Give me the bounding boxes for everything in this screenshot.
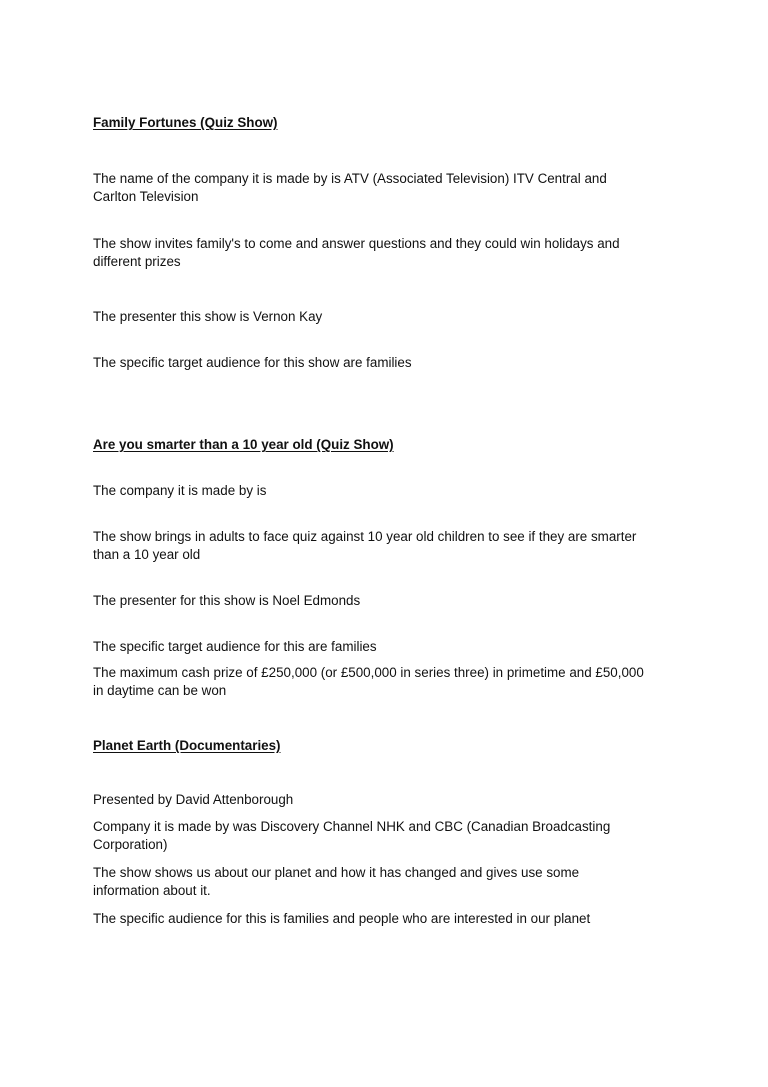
paragraph-line: The show invites family's to come and answer questions and they could win holidays and xyxy=(93,236,620,251)
paragraph-line: The presenter this show is Vernon Kay xyxy=(93,309,323,324)
paragraph-line: Company it is made by was Discovery Channel NHK and CBC (Canadian Broadcasting xyxy=(93,819,611,834)
paragraph-line: in daytime can be won xyxy=(93,683,227,698)
paragraph-line: The presenter for this show is Noel Edmonds xyxy=(93,593,361,608)
paragraph-line: The specific audience for this is families and people who are interested in our planet xyxy=(93,911,591,926)
paragraph-line: Carlton Television xyxy=(93,189,199,204)
paragraph-line: different prizes xyxy=(93,254,181,269)
paragraph-line: information about it. xyxy=(93,883,211,898)
paragraph-line: The show brings in adults to face quiz against 10 year old children to see if they are smarter xyxy=(93,529,637,544)
paragraph-line: Presented by David Attenborough xyxy=(93,792,294,807)
paragraph-line: The specific target audience for this are families xyxy=(93,639,377,654)
paragraph-line: The show shows us about our planet and how it has changed and gives use some xyxy=(93,865,580,880)
paragraph-line: Corporation) xyxy=(93,837,168,852)
section-heading: Are you smarter than a 10 year old (Quiz Show) xyxy=(93,437,394,452)
paragraph-line: than a 10 year old xyxy=(93,547,201,562)
section-heading: Planet Earth (Documentaries) xyxy=(93,738,281,753)
paragraph-line: The specific target audience for this show are families xyxy=(93,355,412,370)
paragraph-line: The name of the company it is made by is ATV (Associated Television) ITV Central and xyxy=(93,171,607,186)
section-heading: Family Fortunes (Quiz Show) xyxy=(93,115,278,130)
paragraph-line: The company it is made by is xyxy=(93,483,267,498)
paragraph-line: The maximum cash prize of £250,000 (or £500,000 in series three) in primetime and £50,000 xyxy=(93,665,644,680)
